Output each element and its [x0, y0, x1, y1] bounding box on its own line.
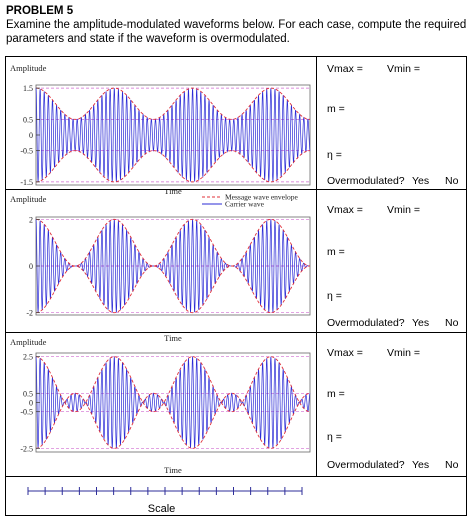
y-tick-label: -2.5 [20, 444, 33, 454]
problem-title: PROBLEM 5 [6, 5, 74, 17]
carrier-wave [36, 357, 310, 448]
x-axis-label: Time [164, 465, 182, 475]
overmod-no-1[interactable]: No [445, 175, 459, 187]
y-tick-label: 0.5 [23, 115, 33, 125]
overmod-yes-3[interactable]: Yes [412, 459, 430, 471]
problem-header [6, 4, 474, 46]
eta-label-2: η = [327, 290, 342, 302]
m-label-2: m = [327, 246, 345, 258]
x-axis-label: Time [164, 190, 182, 196]
legend-carrier-label: Carrier wave [225, 199, 264, 209]
y-tick-label: -0.5 [20, 146, 33, 156]
vmax-label-2: Vmax = [327, 204, 363, 216]
y-tick-label: -1.5 [20, 177, 33, 187]
vmax-label-3: Vmax = [327, 347, 363, 359]
y-axis-label: Amplitude [10, 337, 47, 347]
answer-cell-3 [317, 333, 466, 476]
scale-label: Scale [147, 503, 176, 515]
m-label-3: m = [327, 388, 345, 400]
upper-envelope [36, 88, 310, 119]
scale-bar [6, 477, 317, 503]
waveform-plot-3 [6, 333, 317, 477]
waveform-plot-cell-3 [6, 333, 317, 476]
overmod-no-2[interactable]: No [445, 317, 459, 329]
answer-cell-1 [317, 57, 466, 189]
y-tick-label: 2.5 [23, 352, 33, 362]
vmax-label-1: Vmax = [327, 63, 363, 75]
waveform-plot-1 [6, 57, 317, 190]
answer-cell-2 [317, 190, 466, 332]
waveform-plot-2 [6, 190, 317, 333]
legend [202, 193, 299, 209]
y-tick-label: -0.5 [20, 407, 33, 417]
waveform-row-2 [6, 190, 466, 333]
carrier-wave [36, 88, 310, 181]
vmin-label-2: Vmin = [387, 204, 420, 216]
eta-label-1: η = [327, 149, 342, 161]
waveform-row-3 [6, 333, 466, 477]
waveform-plot-cell-2 [6, 190, 317, 332]
overmod-yes-2[interactable]: Yes [412, 317, 430, 329]
y-tick-label: 2 [29, 215, 33, 225]
y-tick-label: 0.5 [23, 389, 33, 399]
overmod-label-2: Overmodulated? [327, 317, 405, 329]
overmod-label-3: Overmodulated? [327, 459, 405, 471]
y-tick-label: 0 [29, 398, 33, 408]
y-tick-label: 1.5 [23, 84, 33, 94]
eta-label-3: η = [327, 431, 342, 443]
y-axis-label: Amplitude [10, 194, 47, 204]
scale-cell [6, 477, 317, 517]
y-tick-label: 0 [29, 131, 33, 140]
y-tick-label: -2 [26, 308, 33, 318]
waveform-plot-cell-1 [6, 57, 317, 189]
x-axis-label: Time [164, 333, 182, 343]
vmin-label-3: Vmin = [387, 347, 420, 359]
y-axis-label: Amplitude [10, 63, 47, 73]
overmod-yes-1[interactable]: Yes [412, 175, 430, 187]
legend-envelope-label: Message wave envelope [225, 192, 298, 202]
waveform-row-1 [6, 57, 466, 190]
overmod-no-3[interactable]: No [445, 459, 459, 471]
problem-instructions: Examine the amplitude-modulated waveforms below. For each case, compute the required parameters and state if the waveform is overmodulated. [6, 19, 467, 45]
overmod-label-1: Overmodulated? [327, 175, 405, 187]
m-label-1: m = [327, 103, 345, 115]
y-tick-label: 0 [29, 262, 33, 271]
problem-table [5, 56, 467, 516]
vmin-label-1: Vmin = [387, 63, 420, 75]
